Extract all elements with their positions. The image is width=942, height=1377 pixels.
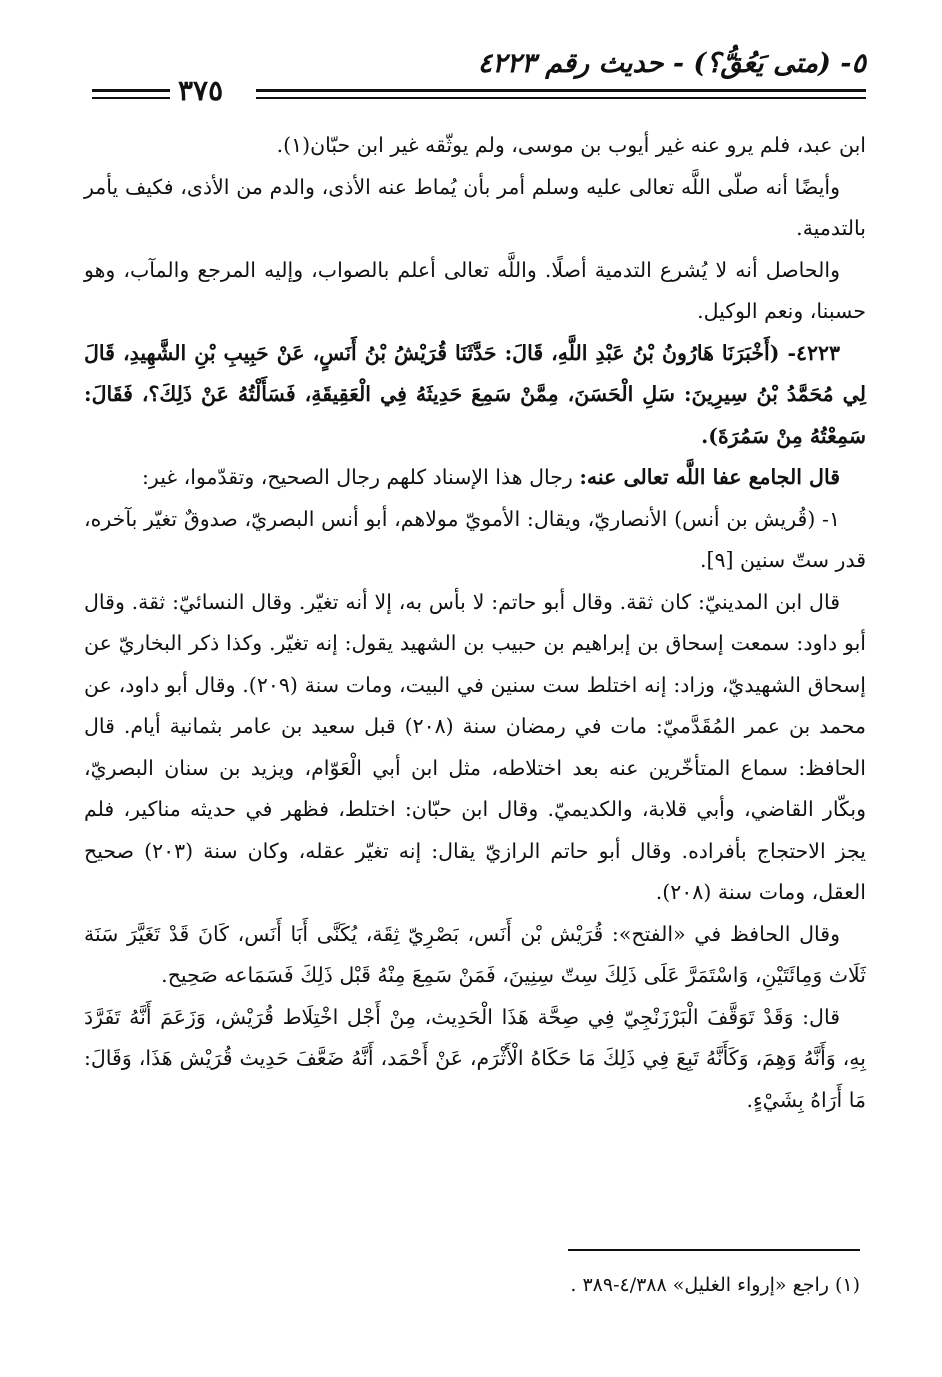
paragraph: ١- (قُريش بن أنس) الأنصاريّ، ويقال: الأمويّ مولاهم، أبو أنس البصريّ، صدوقٌ تغيّر بآخره، قدر ستّ سنين [٩].: [84, 506, 866, 572]
paragraph: [84, 457, 866, 499]
paragraph: والحاصل أنه لا يُشرع التدمية أصلًا. واللَّه تعالى أعلم بالصواب، وإليه المرجع والمآب، وهو حسبنا، ونعم الوكيل.: [84, 257, 866, 323]
hadith-text: ٤٢٢٣- (أَخْبَرَنَا هَارُونُ بْنُ عَبْدِ اللَّهِ، قَالَ: حَدَّثَنَا قُرَيْشُ بْنُ أَنَسٍ، عَنْ حَبِيبِ بْنِ الشَّهِيدِ، قَالَ لِي مُحَمَّدُ بْنُ سِيرِينَ: سَلِ الْحَسَنَ، مِمَّنْ سَمِعَ حَدِيثَهُ فِي الْعَقِيقَةِ، فَسَأَلْتُهُ عَنْ ذَلِكَ؟، فَقَالَ: سَمِعْتُهُ مِنْ سَمُرَةَ).: [84, 340, 866, 448]
header-rule: [256, 89, 866, 92]
paragraph: ابن عبد، فلم يرو عنه غير أيوب بن موسى، ولم يوثّقه غير ابن حبّان(١).: [276, 133, 866, 157]
header-rule: [92, 97, 170, 99]
header-rule: [256, 97, 866, 99]
jami-label: قال الجامع عفا اللَّه تعالى عنه:: [579, 465, 840, 489]
running-head: [80, 48, 866, 118]
paragraph: وقال الحافظ في «الفتح»: قُرَيْش بْن أَنَس، بَصْرِيّ ثِقَة، يُكَنَّى أَبَا أَنَس، كَانَ قَدْ تَغَيَّرَ سَنَة ثَلَاث وَمِائَتَيْنِ، وَاسْتَمَرَّ عَلَى ذَلِكَ سِتّ سِنِينَ، فَمَنْ سَمِعَ مِنْهُ قَبْل ذَلِكَ فَسَمَاعه صَحِيح.: [84, 921, 866, 987]
paragraph-text: رجال هذا الإسناد كلهم رجال الصحيح، وتقدّموا، غير:: [142, 465, 573, 489]
paragraph: وأيضًا أنه صلّى اللَّه تعالى عليه وسلم أمر بأن يُماط عنه الأذى، والدم من الأذى، فكيف يأمر بالتدمية.: [84, 174, 866, 240]
paragraph: قال ابن المدينيّ: كان ثقة. وقال أبو حاتم: لا بأس به، إلا أنه تغيّر. وقال النسائيّ: ثقة. وقال أبو داود: سمعت إسحاق بن إبراهيم بن حبيب بن الشهيد يقول: إنه تغيّر. وكذا ذكر البخاريّ عن إسحاق الشهيديّ، وزاد: إنه اختلط ست سنين في البيت، ومات سنة (٢٠٩). وقال أبو داود، عن محمد بن عمر المُقَدَّميّ: مات في رمضان سنة (٢٠٨) قبل سعيد بن عامر بثمانية أيام. قال الحافظ: سماع المتأخّرين عنه بعد اختلاطه، مثل ابن أبي الْعَوّام، ويزيد بن سنان البصريّ، وبكّار القاضي، وأبي قلابة، والكديميّ. وقال ابن حبّان: اختلط، فظهر في حديثه مناكير، فلم يجز الاحتجاج بأفراده. وقال أبو حاتم الرازيّ يقال: إنه تغيّر عقله، وكان سنة (٢٠٣) صحيح العقل، ومات سنة (٢٠٨).: [84, 589, 866, 904]
header-rule: [92, 89, 170, 92]
footnote: (١) راجع «إرواء الغليل» ٤/٣٨٨-٣٨٩ .: [570, 1274, 860, 1296]
chapter-title: ٥- (متى يَعُقُّ؟) - حديث رقم ٤٢٢٣: [477, 48, 866, 79]
paragraph: قال: وَقَدْ تَوَقَّفَ الْبَرْزَنْجِيّ فِي صِحَّة هَذَا الْحَدِيث، مِنْ أَجْل اخْتِلَاط قُرَيْش، وَزَعَمَ أَنَّهُ تَفَرَّدَ بِهِ، وَأَنَّهُ وَهِمَ، وَكَأَنَّهُ تَبِعَ فِي ذَلِكَ مَا حَكَاهُ الْأَثْرَم، عَنْ أَحْمَد، أَنَّهُ ضَعَّفَ حَدِيث قُرَيْش هَذَا، وَقَالَ: مَا أَرَاهُ بِشَيْءٍ.: [84, 1004, 866, 1112]
page-number: ٣٧٥: [178, 74, 224, 107]
body-text: [84, 125, 866, 1121]
footnote-rule: [568, 1249, 860, 1251]
